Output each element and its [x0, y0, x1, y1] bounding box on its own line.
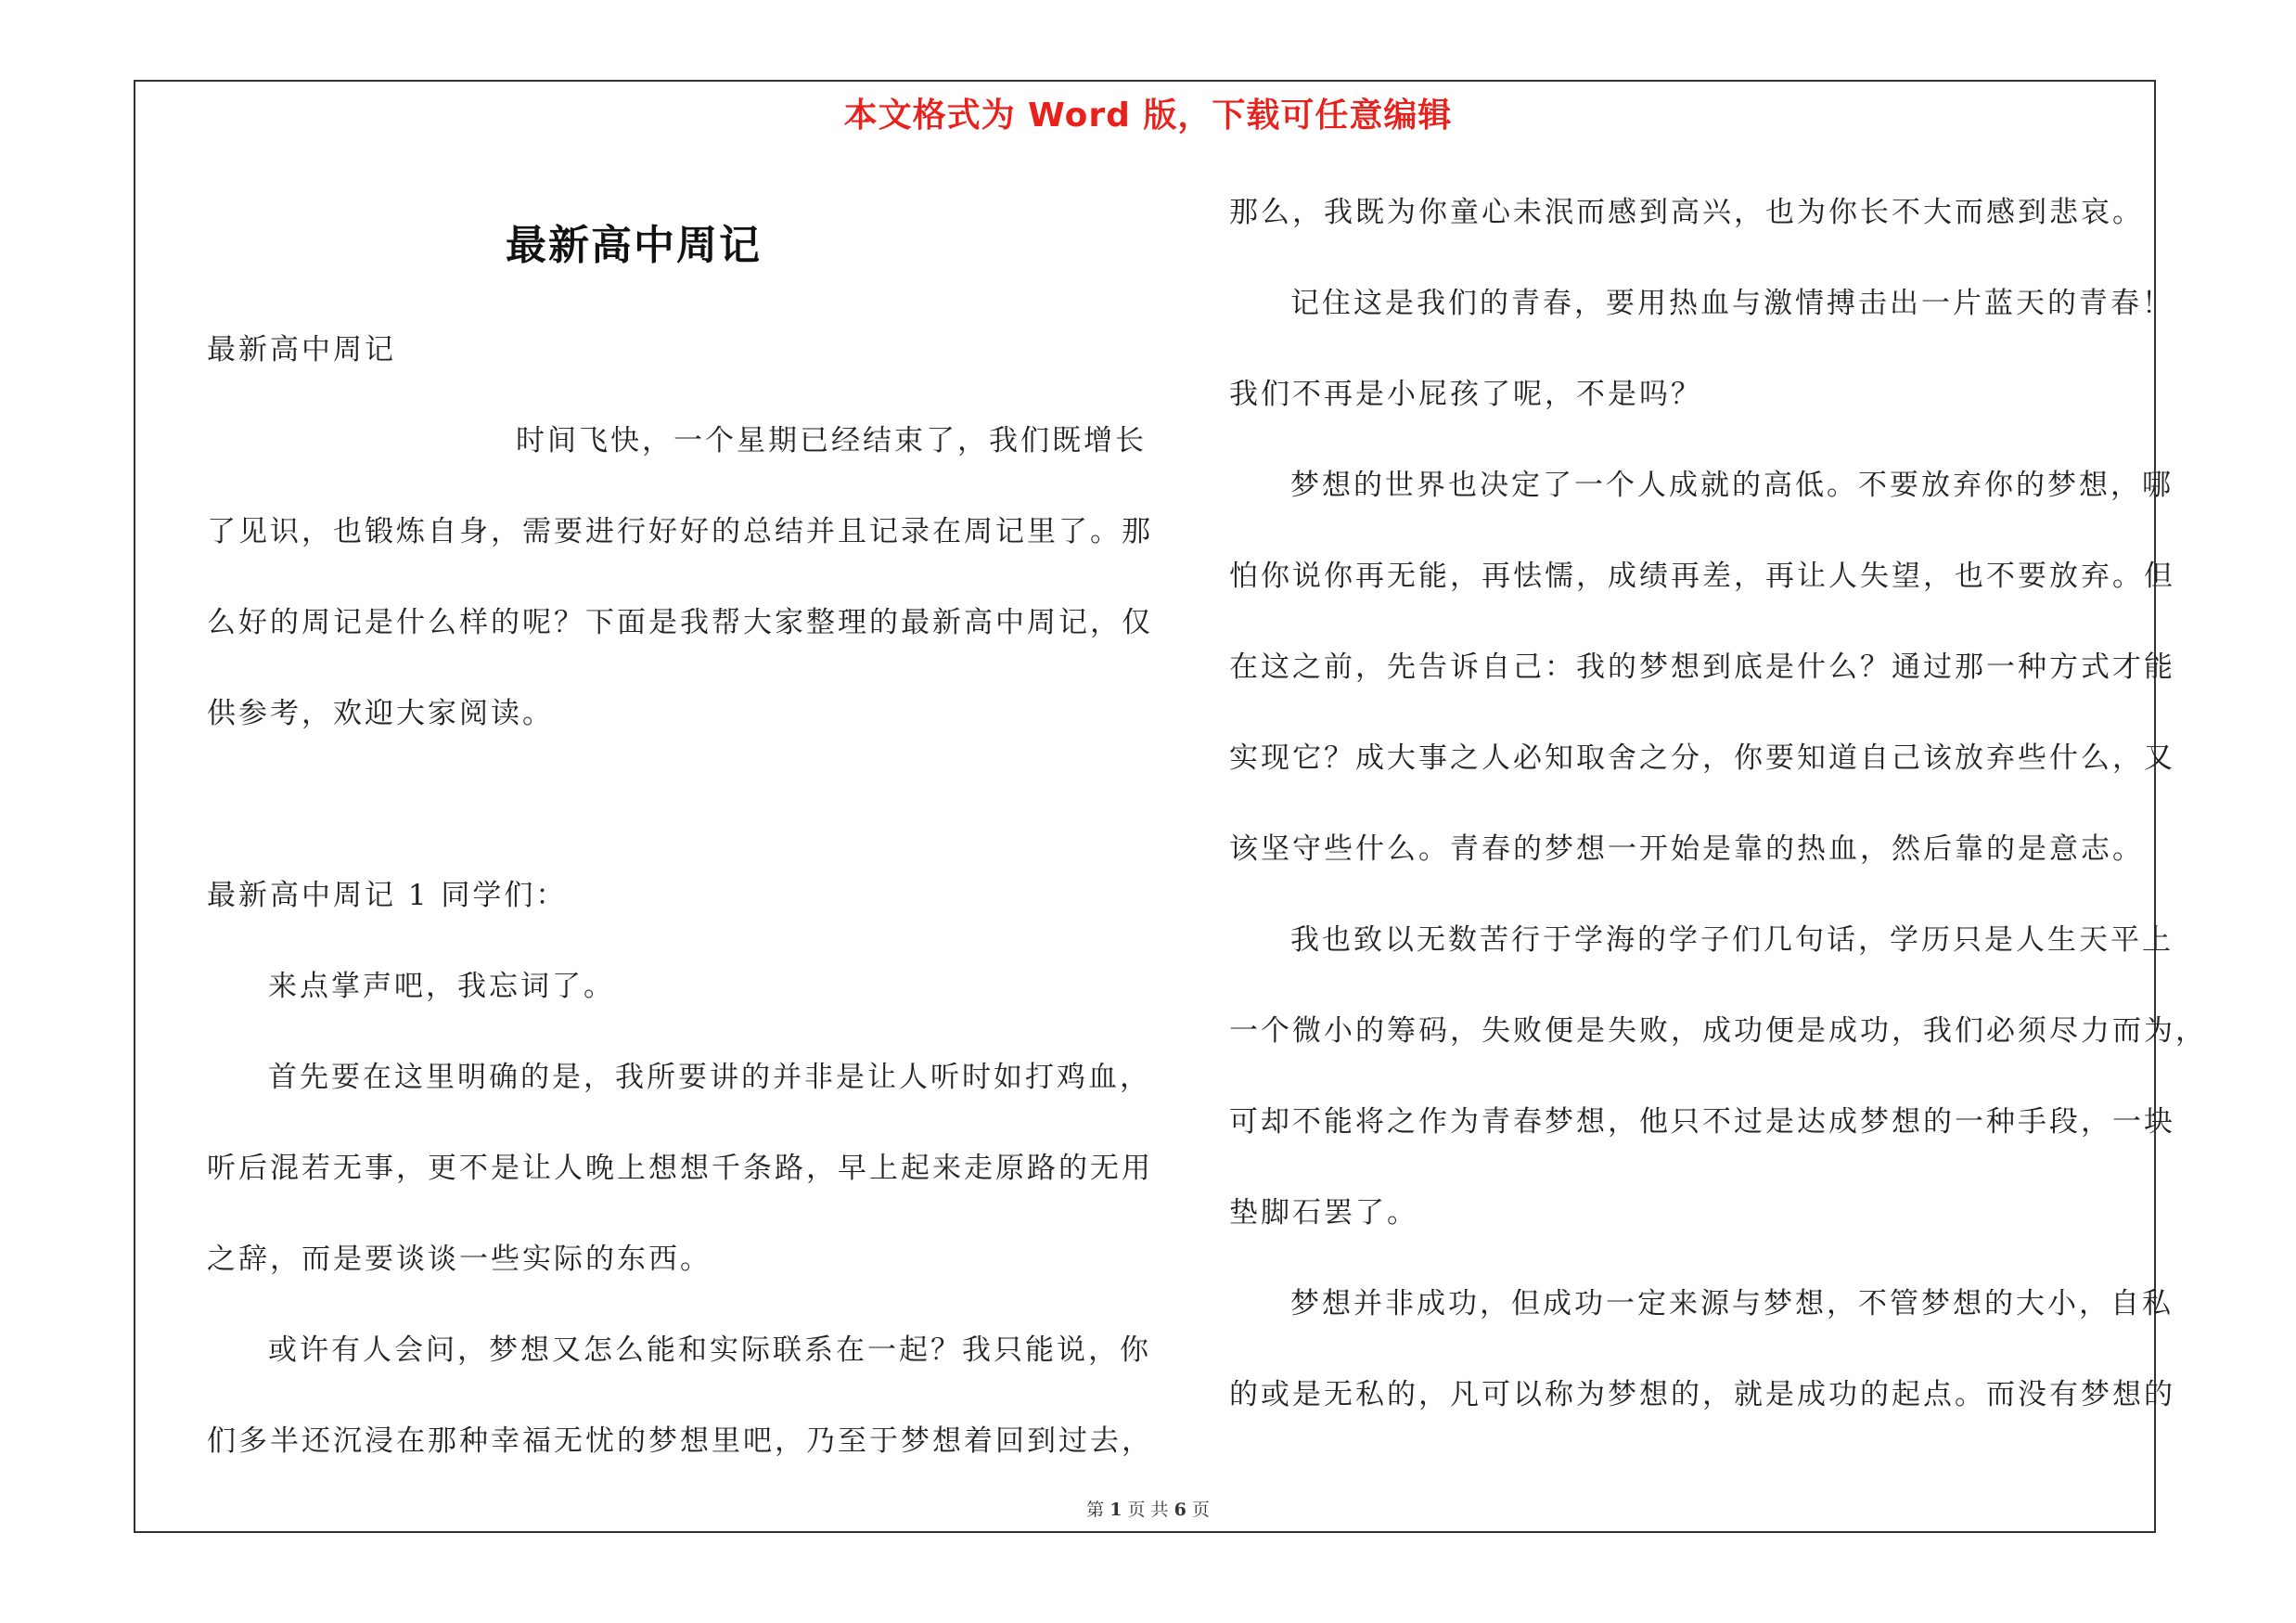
right-paragraph-line: 实现它？成大事之人必知取舍之分，你要知道自己该放弃些什么，又 — [1229, 741, 2175, 775]
total-page-count: 6 — [1174, 1500, 1186, 1520]
word-format-banner: 本文格式为 Word 版，下载可任意编辑 — [843, 97, 1453, 135]
left-paragraph-line: 听后混若无事，更不是让人晚上想想千条路，早上起来走原路的无用 — [207, 1152, 1153, 1185]
right-paragraph-line: 怕你说你再无能，再怯懦，成绩再差，再让人失望，也不要放弃。但 — [1229, 560, 2175, 593]
left-paragraph-line: 们多半还沉浸在那种幸福无忧的梦想里吧，乃至于梦想着回到过去， — [207, 1424, 1153, 1458]
right-paragraph-line: 梦想的世界也决定了一个人成就的高低。不要放弃你的梦想，哪 — [1290, 469, 2174, 502]
right-paragraph-line: 在这之前，先告诉自己：我的梦想到底是什么？通过那一种方式才能 — [1229, 650, 2175, 684]
footer-suffix: 页 — [1191, 1500, 1210, 1520]
left-paragraph-line: 供参考，欢迎大家阅读。 — [207, 697, 554, 730]
left-paragraph-line: 了见识，也锻炼自身，需要进行好好的总结并且记录在周记里了。那 — [207, 515, 1153, 548]
subtitle-line: 最新高中周记 — [207, 333, 396, 367]
right-paragraph-line: 我们不再是小屁孩了呢，不是吗？ — [1229, 378, 1702, 411]
left-paragraph-line: 来点掌声吧，我忘词了。 — [268, 970, 615, 1003]
right-paragraph-line: 记住这是我们的青春，要用热血与激情搏击出一片蓝天的青春！ — [1290, 287, 2174, 320]
left-paragraph-line: 时间飞快，一个星期已经结束了，我们既增长 — [516, 424, 1147, 457]
left-paragraph-line: 或许有人会问，梦想又怎么能和实际联系在一起？我只能说，你 — [268, 1333, 1151, 1367]
right-paragraph-line: 该坚守些什么。青春的梦想一开始是靠的热血，然后靠的是意志。 — [1229, 832, 2144, 866]
section-heading: 最新高中周记 1 同学们： — [207, 879, 568, 912]
page-number-footer — [0, 1496, 2296, 1521]
right-paragraph-line: 我也致以无数苦行于学海的学子们几句话，学历只是人生天平上 — [1290, 923, 2174, 957]
right-paragraph-line: 梦想并非成功，但成功一定来源与梦想，不管梦想的大小，自私 — [1290, 1287, 2174, 1320]
right-paragraph-line: 的或是无私的，凡可以称为梦想的，就是成功的起点。而没有梦想的 — [1229, 1378, 2175, 1411]
right-paragraph-line: 那么，我既为你童心未泯而感到高兴，也为你长不大而感到悲哀。 — [1229, 196, 2144, 229]
footer-prefix: 第 — [1086, 1500, 1105, 1520]
document-title: 最新高中周记 — [506, 222, 762, 269]
right-paragraph-line: 一个微小的筹码，失败便是失败，成功便是成功，我们必须尽力而为， — [1229, 1014, 2207, 1048]
right-paragraph-line: 垫脚石罢了。 — [1229, 1196, 1418, 1230]
left-paragraph-line: 首先要在这里明确的是，我所要讲的并非是让人听时如打鸡血， — [268, 1061, 1151, 1094]
current-page-number: 1 — [1110, 1500, 1122, 1520]
left-paragraph-line: 之辞，而是要谈谈一些实际的东西。 — [207, 1243, 712, 1276]
left-paragraph-line: 么好的周记是什么样的呢？下面是我帮大家整理的最新高中周记，仅 — [207, 606, 1153, 639]
right-paragraph-line: 可却不能将之作为青春梦想，他只不过是达成梦想的一种手段，一块 — [1229, 1105, 2175, 1139]
footer-middle: 页 共 — [1127, 1500, 1169, 1520]
